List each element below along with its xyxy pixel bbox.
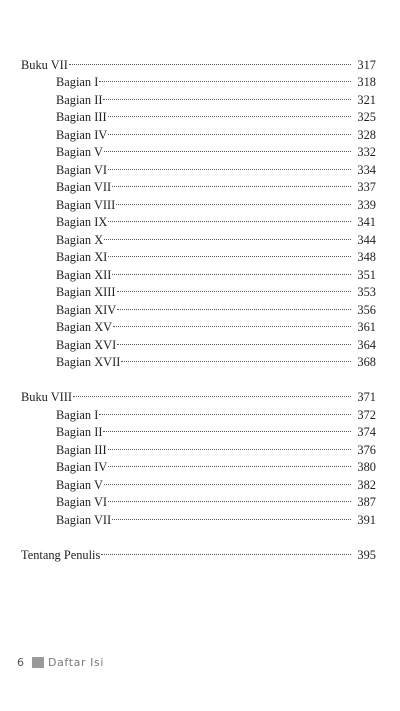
dot-leader xyxy=(101,541,351,559)
toc-entry-buku-vii[interactable] xyxy=(21,51,376,72)
toc-subentry-label: Bagian V xyxy=(56,145,103,159)
toc-entry-label: Tentang Penulis xyxy=(21,547,101,562)
dot-leader xyxy=(121,349,351,367)
toc-subentry-page: 332 xyxy=(357,145,376,159)
dot-leader xyxy=(117,279,351,297)
toc-subentry-label: Bagian IV xyxy=(56,127,108,142)
dot-leader xyxy=(103,419,351,437)
dot-leader xyxy=(117,296,351,314)
page-footer xyxy=(17,656,104,669)
toc-subentry-label: Bagian V xyxy=(56,477,103,492)
dot-leader xyxy=(113,314,351,332)
dot-leader xyxy=(73,384,351,402)
toc-subentry[interactable] xyxy=(21,69,376,87)
dot-leader xyxy=(104,139,351,157)
toc-subentry-page: 380 xyxy=(357,460,376,474)
dot-leader xyxy=(108,156,351,174)
square-marker-icon xyxy=(32,657,44,668)
toc-subentry-label: Bagian VIII xyxy=(56,197,116,212)
toc-entry-buku-viii[interactable] xyxy=(21,384,376,402)
dot-leader xyxy=(99,69,351,87)
dot-leader xyxy=(104,471,351,489)
table-of-contents xyxy=(21,51,376,562)
toc-entry-label: Buku VII xyxy=(21,57,68,72)
running-title: Daftar Isi xyxy=(48,656,104,669)
toc-subentry-label: Bagian XIII xyxy=(56,285,116,299)
dot-leader xyxy=(108,244,351,262)
dot-leader xyxy=(108,436,351,454)
toc-subentry-page: 325 xyxy=(357,110,376,124)
toc-subentry-label: Bagian VII xyxy=(56,512,112,527)
toc-subentry-page: 374 xyxy=(357,425,376,439)
toc-subentry-label: Bagian VII xyxy=(56,180,112,194)
toc-subentry-page: 321 xyxy=(357,92,376,107)
toc-subentry-label: Bagian IV xyxy=(56,460,108,474)
toc-subentry-page: 364 xyxy=(357,337,376,352)
toc-subentry-label: Bagian XI xyxy=(56,250,108,264)
toc-subentry-label: Bagian XII xyxy=(56,267,112,282)
toc-subentry-page: 361 xyxy=(357,320,376,334)
toc-subentry-page: 372 xyxy=(357,407,376,422)
toc-subentry-label: Bagian III xyxy=(56,442,107,457)
dot-leader xyxy=(108,104,351,122)
toc-subentry[interactable] xyxy=(21,401,376,422)
dot-leader xyxy=(117,331,351,349)
toc-subentry-page: 318 xyxy=(357,75,376,89)
dot-leader xyxy=(99,401,351,419)
dot-leader xyxy=(104,226,351,244)
toc-entry-page: 395 xyxy=(357,547,376,562)
dot-leader xyxy=(112,506,351,524)
toc-entry-author[interactable] xyxy=(21,541,376,562)
dot-leader xyxy=(108,489,351,507)
toc-entry-label: Buku VIII xyxy=(21,390,73,404)
toc-subentry-page: 391 xyxy=(357,512,376,527)
toc-subentry-page: 337 xyxy=(357,180,376,194)
toc-subentry-label: Bagian II xyxy=(56,425,103,439)
toc-subentry-label: Bagian XVII xyxy=(56,355,121,369)
dot-leader xyxy=(103,86,351,104)
toc-subentry-label: Bagian I xyxy=(56,75,99,89)
toc-subentry-page: 382 xyxy=(357,477,376,492)
page-number: 6 xyxy=(17,656,24,669)
dot-leader xyxy=(112,174,351,192)
toc-subentry-page: 339 xyxy=(357,197,376,212)
dot-leader xyxy=(108,454,351,472)
toc-subentry-page: 376 xyxy=(357,442,376,457)
toc-subentry-page: 368 xyxy=(357,355,376,369)
dot-leader xyxy=(69,51,351,69)
dot-leader xyxy=(116,191,351,209)
dot-leader xyxy=(108,121,351,139)
toc-subentry-label: Bagian I xyxy=(56,407,99,422)
toc-subentry-label: Bagian VI xyxy=(56,495,108,509)
toc-entry-page: 317 xyxy=(357,57,376,72)
toc-subentry-label: Bagian XV xyxy=(56,320,113,334)
toc-subentry-page: 356 xyxy=(357,302,376,317)
toc-subentry-page: 351 xyxy=(357,267,376,282)
toc-subentry-label: Bagian X xyxy=(56,232,104,247)
toc-subentry-label: Bagian IX xyxy=(56,215,108,229)
toc-subentry-page: 348 xyxy=(357,250,376,264)
toc-subentry-label: Bagian II xyxy=(56,92,103,107)
toc-subentry-page: 344 xyxy=(357,232,376,247)
toc-subentry-page: 341 xyxy=(357,215,376,229)
toc-subentry-page: 334 xyxy=(357,162,376,177)
toc-subentry-page: 387 xyxy=(357,495,376,509)
toc-entry-page: 371 xyxy=(357,390,376,404)
dot-leader xyxy=(108,209,351,227)
toc-subentry-label: Bagian VI xyxy=(56,162,108,177)
toc-subentry-label: Bagian XIV xyxy=(56,302,117,317)
toc-subentry-label: Bagian XVI xyxy=(56,337,117,352)
toc-subentry-label: Bagian III xyxy=(56,110,107,124)
toc-subentry-page: 353 xyxy=(357,285,376,299)
dot-leader xyxy=(112,261,351,279)
toc-subentry-page: 328 xyxy=(357,127,376,142)
